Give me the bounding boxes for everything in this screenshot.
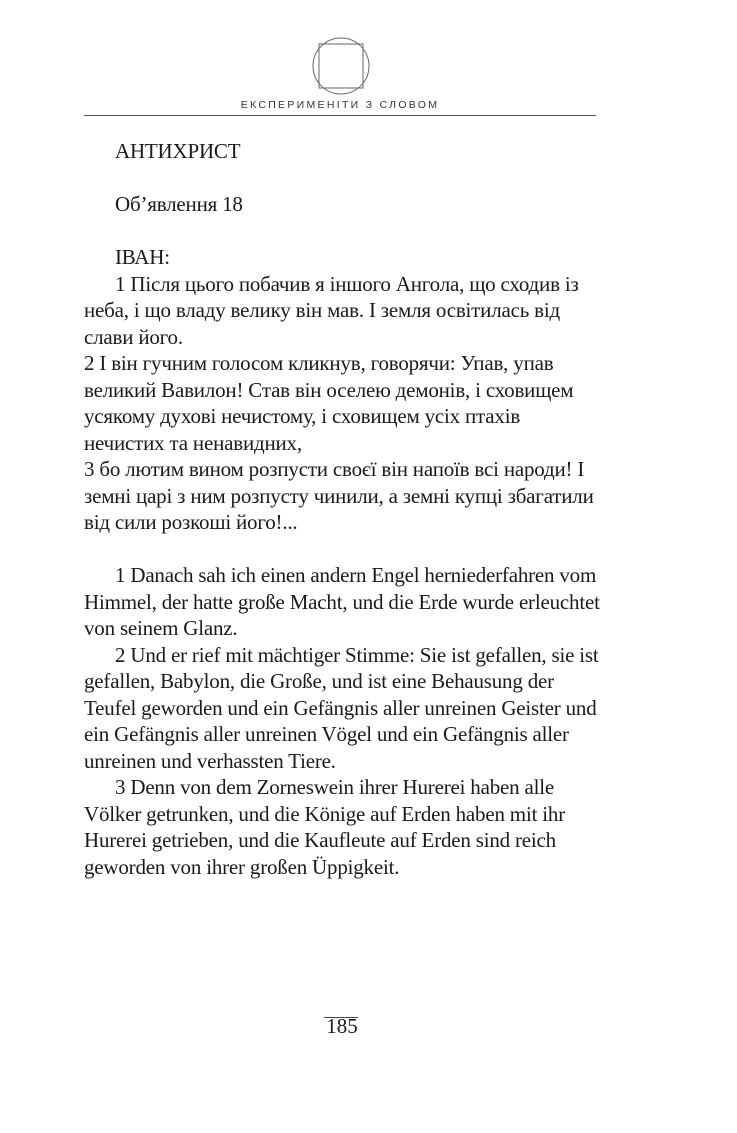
page-body (84, 138, 604, 880)
spacer (84, 165, 604, 192)
verse-de-3: 3 Denn von dem Zorneswein ihrer Hurerei haben alle Völker getrunken, und die Könige auf Erden haben mit ihr Hurerei getrieben, und die Kaufleute auf Erden sind reich geworden von ihrer großen Üppigkeit. (84, 775, 565, 879)
circle-square-emblem-icon (311, 36, 371, 96)
section-title: АНТИХРИСТ (115, 139, 241, 163)
spacer (84, 536, 604, 563)
verse-uk-2: 2 І він гучним голосом кликнув, говорячи: Упав, упав великий Вавилон! Став він оселею демонів, і сховищем усякому духові нечистому, і сховищем усіх птахів нечистих та ненавидних, (84, 351, 574, 455)
verse-de-1: 1 Danach sah ich einen andern Engel herniederfahren vom Himmel, der hatte große Macht, und die Erde wurde erleuchtet von seinem Glanz. (84, 563, 600, 640)
page-number: 185 (326, 1014, 358, 1038)
verse-de-2: 2 Und er rief mit mächtiger Stimme: Sie ist gefallen, sie ist gefallen, Babylon, die Große, und ist eine Behausung der Teufel geworden und ein Gefängnis aller unreinen Geister und ein Gefängnis aller unreinen Vögel und ein Gefängnis aller unreinen und verhassten Tiere. (84, 642, 599, 773)
verse-uk-3: 3 бо лютим вином розпусти своєї він напоїв всі народи! І земні царі з ним розпусту чинили, а земні купці збагатили від сили розкоші його!... (84, 457, 594, 534)
header-rule (84, 115, 596, 116)
running-head: ЕКСПЕРИМЕНІТИ З СЛОВОМ (240, 99, 440, 111)
verse-uk-1: 1 Після цього побачив я іншого Ангола, що сходив із неба, і що владу велику він мав. І земля освітилась від слави його. (84, 271, 579, 349)
spacer (84, 218, 604, 245)
speaker-label: ІВАН: (115, 245, 170, 269)
chapter-heading: Об’явлення 18 (115, 192, 243, 216)
